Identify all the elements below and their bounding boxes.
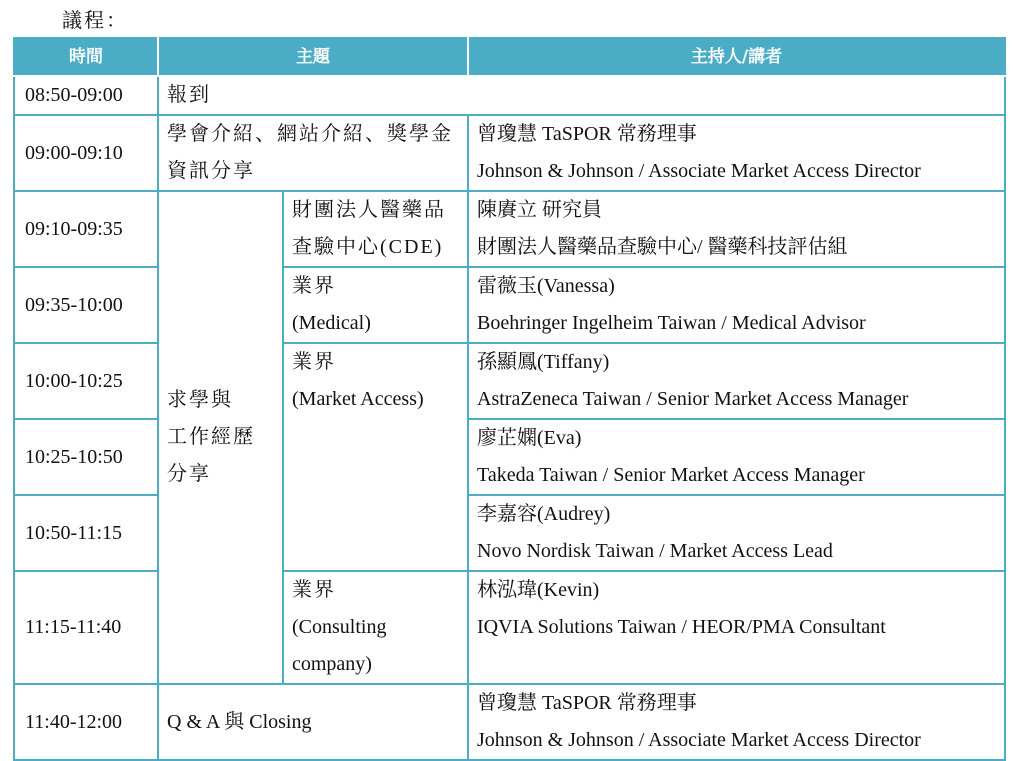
speaker-name: 雷薇玉(Vanessa) <box>477 275 615 297</box>
speaker-affiliation: Takeda Taiwan / Senior Market Access Manager <box>477 464 865 486</box>
header-row <box>14 38 1005 76</box>
speaker-cell <box>468 571 1005 684</box>
time-cell: 10:00-10:25 <box>14 343 158 419</box>
time-cell: 09:10-09:35 <box>14 191 158 267</box>
topic-line: 求學與 <box>167 389 233 411</box>
subtopic-cell <box>283 343 468 571</box>
speaker-name: 陳賡立 研究員 <box>477 199 602 221</box>
agenda-table <box>13 37 1006 761</box>
speaker-cell <box>468 343 1005 419</box>
speaker-affiliation: Novo Nordisk Taiwan / Market Access Lead <box>477 540 833 562</box>
topic-line: 分享 <box>167 463 211 485</box>
subtopic-cell <box>283 267 468 343</box>
column-header-time: 時間 <box>14 38 158 76</box>
speaker-name: 曾瓊慧 TaSPOR 常務理事 <box>477 692 697 714</box>
speaker-cell <box>468 495 1005 571</box>
speaker-affiliation: AstraZeneca Taiwan / Senior Market Access Manager <box>477 388 909 410</box>
speaker-affiliation: Boehringer Ingelheim Taiwan / Medical Advisor <box>477 312 866 334</box>
speaker-name: 曾瓊慧 TaSPOR 常務理事 <box>477 123 697 145</box>
time-cell: 08:50-09:00 <box>14 76 158 115</box>
topic-line: Q & A 與 Closing <box>167 710 312 733</box>
speaker-cell <box>468 191 1005 267</box>
speaker-cell <box>468 419 1005 495</box>
topic-line: 工作經歷 <box>167 426 255 448</box>
speaker-cell <box>468 115 1005 191</box>
subtopic-line: (Market Access) <box>292 388 424 410</box>
speaker-affiliation: Johnson & Johnson / Associate Market Access Director <box>477 160 921 182</box>
time-cell: 10:25-10:50 <box>14 419 158 495</box>
topic-cell <box>158 115 468 191</box>
topic-line: 資訊分享 <box>167 160 255 182</box>
agenda-heading: 議程： <box>62 10 128 32</box>
subtopic-line: (Medical) <box>292 312 371 334</box>
speaker-cell <box>468 684 1005 760</box>
subtopic-line: 業界 <box>292 275 336 297</box>
speaker-cell <box>468 267 1005 343</box>
subtopic-line: 業界 <box>292 351 336 373</box>
column-header-topic: 主題 <box>158 38 468 76</box>
subtopic-line: company) <box>292 653 372 675</box>
subtopic-cell <box>283 571 468 684</box>
time-cell: 09:35-10:00 <box>14 267 158 343</box>
speaker-name: 孫顯鳳(Tiffany) <box>477 351 610 373</box>
topic-cell <box>158 684 468 760</box>
subtopic-cell <box>283 191 468 267</box>
topic-line: 學會介紹、網站介紹、獎學金 <box>167 123 453 145</box>
subtopic-line: 財團法人醫藥品 <box>292 199 446 221</box>
time-cell: 11:40-12:00 <box>14 684 158 760</box>
subtopic-line: (Consulting <box>292 616 387 638</box>
topic-cell <box>158 76 1005 115</box>
time-cell: 11:15-11:40 <box>14 571 158 684</box>
speaker-name: 廖芷嫻(Eva) <box>477 427 582 449</box>
speaker-affiliation: 財團法人醫藥品查驗中心/ 醫藥科技評估組 <box>477 236 848 258</box>
topic-line: 報到 <box>167 84 211 106</box>
subtopic-line: 查驗中心(CDE) <box>292 236 444 258</box>
time-cell: 10:50-11:15 <box>14 495 158 571</box>
merged-topic-cell <box>158 191 283 684</box>
time-cell: 09:00-09:10 <box>14 115 158 191</box>
speaker-name: 李嘉容(Audrey) <box>477 503 611 525</box>
speaker-affiliation: Johnson & Johnson / Associate Market Access Director <box>477 729 921 751</box>
table-row <box>14 76 1005 115</box>
column-header-speaker: 主持人/講者 <box>468 38 1005 76</box>
table-row <box>14 684 1005 760</box>
table-row <box>14 115 1005 191</box>
speaker-name: 林泓瑋(Kevin) <box>477 579 600 601</box>
speaker-affiliation: IQVIA Solutions Taiwan / HEOR/PMA Consultant <box>477 616 886 638</box>
table-row <box>14 191 1005 267</box>
subtopic-line: 業界 <box>292 579 336 601</box>
